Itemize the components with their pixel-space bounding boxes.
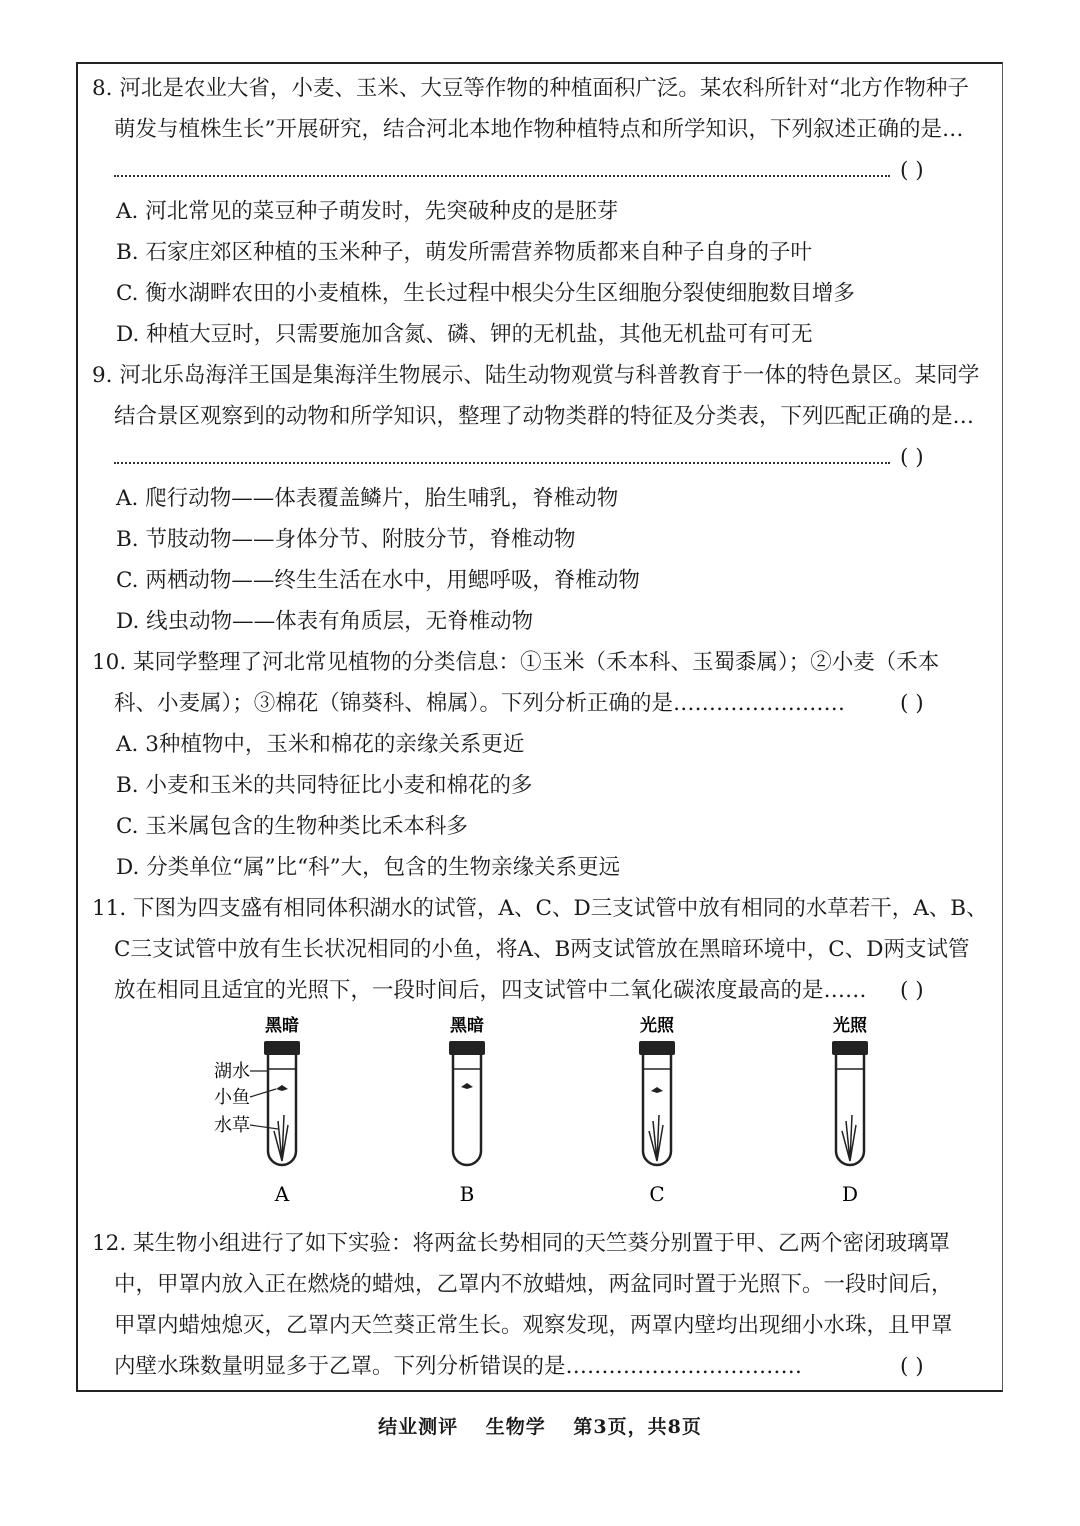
tube-c (639, 1015, 675, 1206)
q10-stem-line2-text: 科、小麦属）；③棉花（锦葵科、棉属）。下列分析正确的是…………………… (114, 691, 846, 716)
waterweed-icon (649, 1115, 663, 1161)
q9-stem-line1: 9. 河北乐岛海洋王国是集海洋生物展示、陆生动物观赏与科普教育于一体的特色景区。某同学 (92, 363, 980, 388)
q10-answer-paren[interactable]: ( ) (900, 691, 924, 716)
pointer-line (250, 1089, 276, 1097)
tube-c-letter: C (649, 1182, 665, 1206)
q8-option-b[interactable]: B. 石家庄郊区种植的玉米种子，萌发所需营养物质都来自种子自身的子叶 (116, 240, 812, 265)
footer-page-number: 第3页，共8页 (573, 1416, 702, 1438)
tube-a (214, 1015, 300, 1206)
test-tube-diagram (92, 1011, 992, 1223)
q12-answer-paren[interactable]: ( ) (900, 1354, 924, 1379)
pointer-line (250, 1125, 278, 1129)
q9-option-b[interactable]: B. 节肢动物——身体分节、附肢分节，脊椎动物 (116, 527, 576, 552)
label-lake-water: 湖水 (214, 1061, 250, 1082)
dotted-leader (114, 165, 890, 177)
label-waterweed: 水草 (214, 1115, 250, 1136)
q11-stem-line3 (92, 970, 992, 1011)
q9-option-c[interactable]: C. 两栖动物——终生生活在水中，用鳃呼吸，脊椎动物 (116, 568, 640, 593)
tube-b-letter: B (459, 1182, 475, 1206)
q8-answer-paren[interactable]: ( ) (900, 158, 924, 183)
tube-b (449, 1015, 485, 1206)
tube-d-condition: 光照 (833, 1016, 867, 1036)
q9-option-a[interactable]: A. 爬行动物——体表覆盖鳞片，胎生哺乳，脊椎动物 (116, 486, 619, 511)
question-10 (92, 642, 992, 888)
q12-stem-line1: 12. 某生物小组进行了如下实验：将两盆长势相同的天竺葵分别置于甲、乙两个密闭玻璃罩 (92, 1231, 951, 1256)
tube-d (832, 1015, 868, 1206)
q8-option-d[interactable]: D. 种植大豆时，只需要施加含氮、磷、钾的无机盐，其他无机盐可有可无 (116, 322, 813, 347)
q10-option-a[interactable]: A. 3种植物中，玉米和棉花的亲缘关系更近 (116, 732, 525, 757)
stopper (264, 1041, 300, 1055)
label-small-fish: 小鱼 (214, 1087, 250, 1108)
q10-stem-line1: 10. 某同学整理了河北常见植物的分类信息：①玉米（禾本科、玉蜀黍属）；②小麦（禾本 (92, 650, 940, 675)
question-11 (92, 888, 992, 1223)
question-9 (92, 355, 992, 642)
page-footer (0, 1412, 1080, 1439)
tube-d-letter: D (841, 1182, 859, 1206)
q11-stem-line2: C三支试管中放有生长状况相同的小鱼，将A、B两支试管放在黑暗环境中，C、D两支试管 (114, 937, 970, 962)
footer-subject: 生物学 (485, 1416, 546, 1438)
q8-stem-line1: 8. 河北是农业大省，小麦、玉米、大豆等作物的种植面积广泛。某农科所针对“北方作物种子 (92, 76, 969, 101)
fish-icon (461, 1083, 473, 1089)
tube-a-condition: 黑暗 (265, 1016, 299, 1036)
stopper (639, 1041, 675, 1055)
q8-option-c[interactable]: C. 衡水湖畔农田的小麦植株，生长过程中根尖分生区细胞分裂使细胞数目增多 (116, 281, 855, 306)
test-tube-figure (92, 1011, 992, 1223)
waterweed-icon (842, 1115, 856, 1161)
footer-exam: 结业测评 (378, 1416, 459, 1438)
fish-icon (276, 1085, 288, 1091)
q11-stem-line3-text: 放在相同且适宜的光照下，一段时间后，四支试管中二氧化碳浓度最高的是…… (114, 978, 867, 1003)
q10-option-d[interactable]: D. 分类单位“属”比“科”大，包含的生物亲缘关系更远 (116, 855, 621, 880)
fish-icon (651, 1087, 663, 1093)
q10-option-b[interactable]: B. 小麦和玉米的共同特征比小麦和棉花的多 (116, 773, 533, 798)
tube-c-condition: 光照 (640, 1016, 674, 1036)
question-12 (92, 1223, 992, 1387)
stopper (832, 1041, 868, 1055)
q9-stem-line2: 结合景区观察到的动物和所学知识，整理了动物类群的特征及分类表，下列匹配正确的是… (114, 404, 975, 429)
q9-answer-paren[interactable]: ( ) (900, 445, 924, 470)
stopper (449, 1041, 485, 1055)
question-8 (92, 68, 992, 355)
q8-answer-line (92, 150, 992, 191)
tube-a-letter: A (274, 1182, 290, 1206)
q9-answer-line (92, 437, 992, 478)
q8-stem-line2: 萌发与植株生长”开展研究，结合河北本地作物种植特点和所学知识，下列叙述正确的是… (114, 117, 964, 142)
q12-stem-line2: 中，甲罩内放入正在燃烧的蜡烛，乙罩内不放蜡烛，两盆同时置于光照下。一段时间后， (114, 1272, 953, 1297)
waterweed-icon (274, 1115, 288, 1161)
q12-stem-line3: 甲罩内蜡烛熄灭，乙罩内天竺葵正常生长。观察发现，两罩内壁均出现细小水珠，且甲罩 (114, 1313, 953, 1338)
q10-option-c[interactable]: C. 玉米属包含的生物种类比禾本科多 (116, 814, 468, 839)
q11-answer-paren[interactable]: ( ) (900, 978, 924, 1003)
q8-option-a[interactable]: A. 河北常见的菜豆种子萌发时，先突破种皮的是胚芽 (116, 199, 619, 224)
question-area (92, 68, 992, 1387)
q11-stem-line1: 11. 下图为四支盛有相同体积湖水的试管，A、C、D三支试管中放有相同的水草若干，A、B、 (92, 896, 988, 921)
q10-stem-line2 (92, 683, 992, 724)
q12-stem-line4 (92, 1346, 992, 1387)
q9-option-d[interactable]: D. 线虫动物——体表有角质层，无脊椎动物 (116, 609, 534, 634)
q12-stem-line4-text: 内壁水珠数量明显多于乙罩。下列分析错误的是…………………………… (114, 1354, 803, 1379)
tube-b-condition: 黑暗 (450, 1016, 484, 1036)
tube-outline (453, 1055, 481, 1165)
dotted-leader (114, 452, 890, 464)
